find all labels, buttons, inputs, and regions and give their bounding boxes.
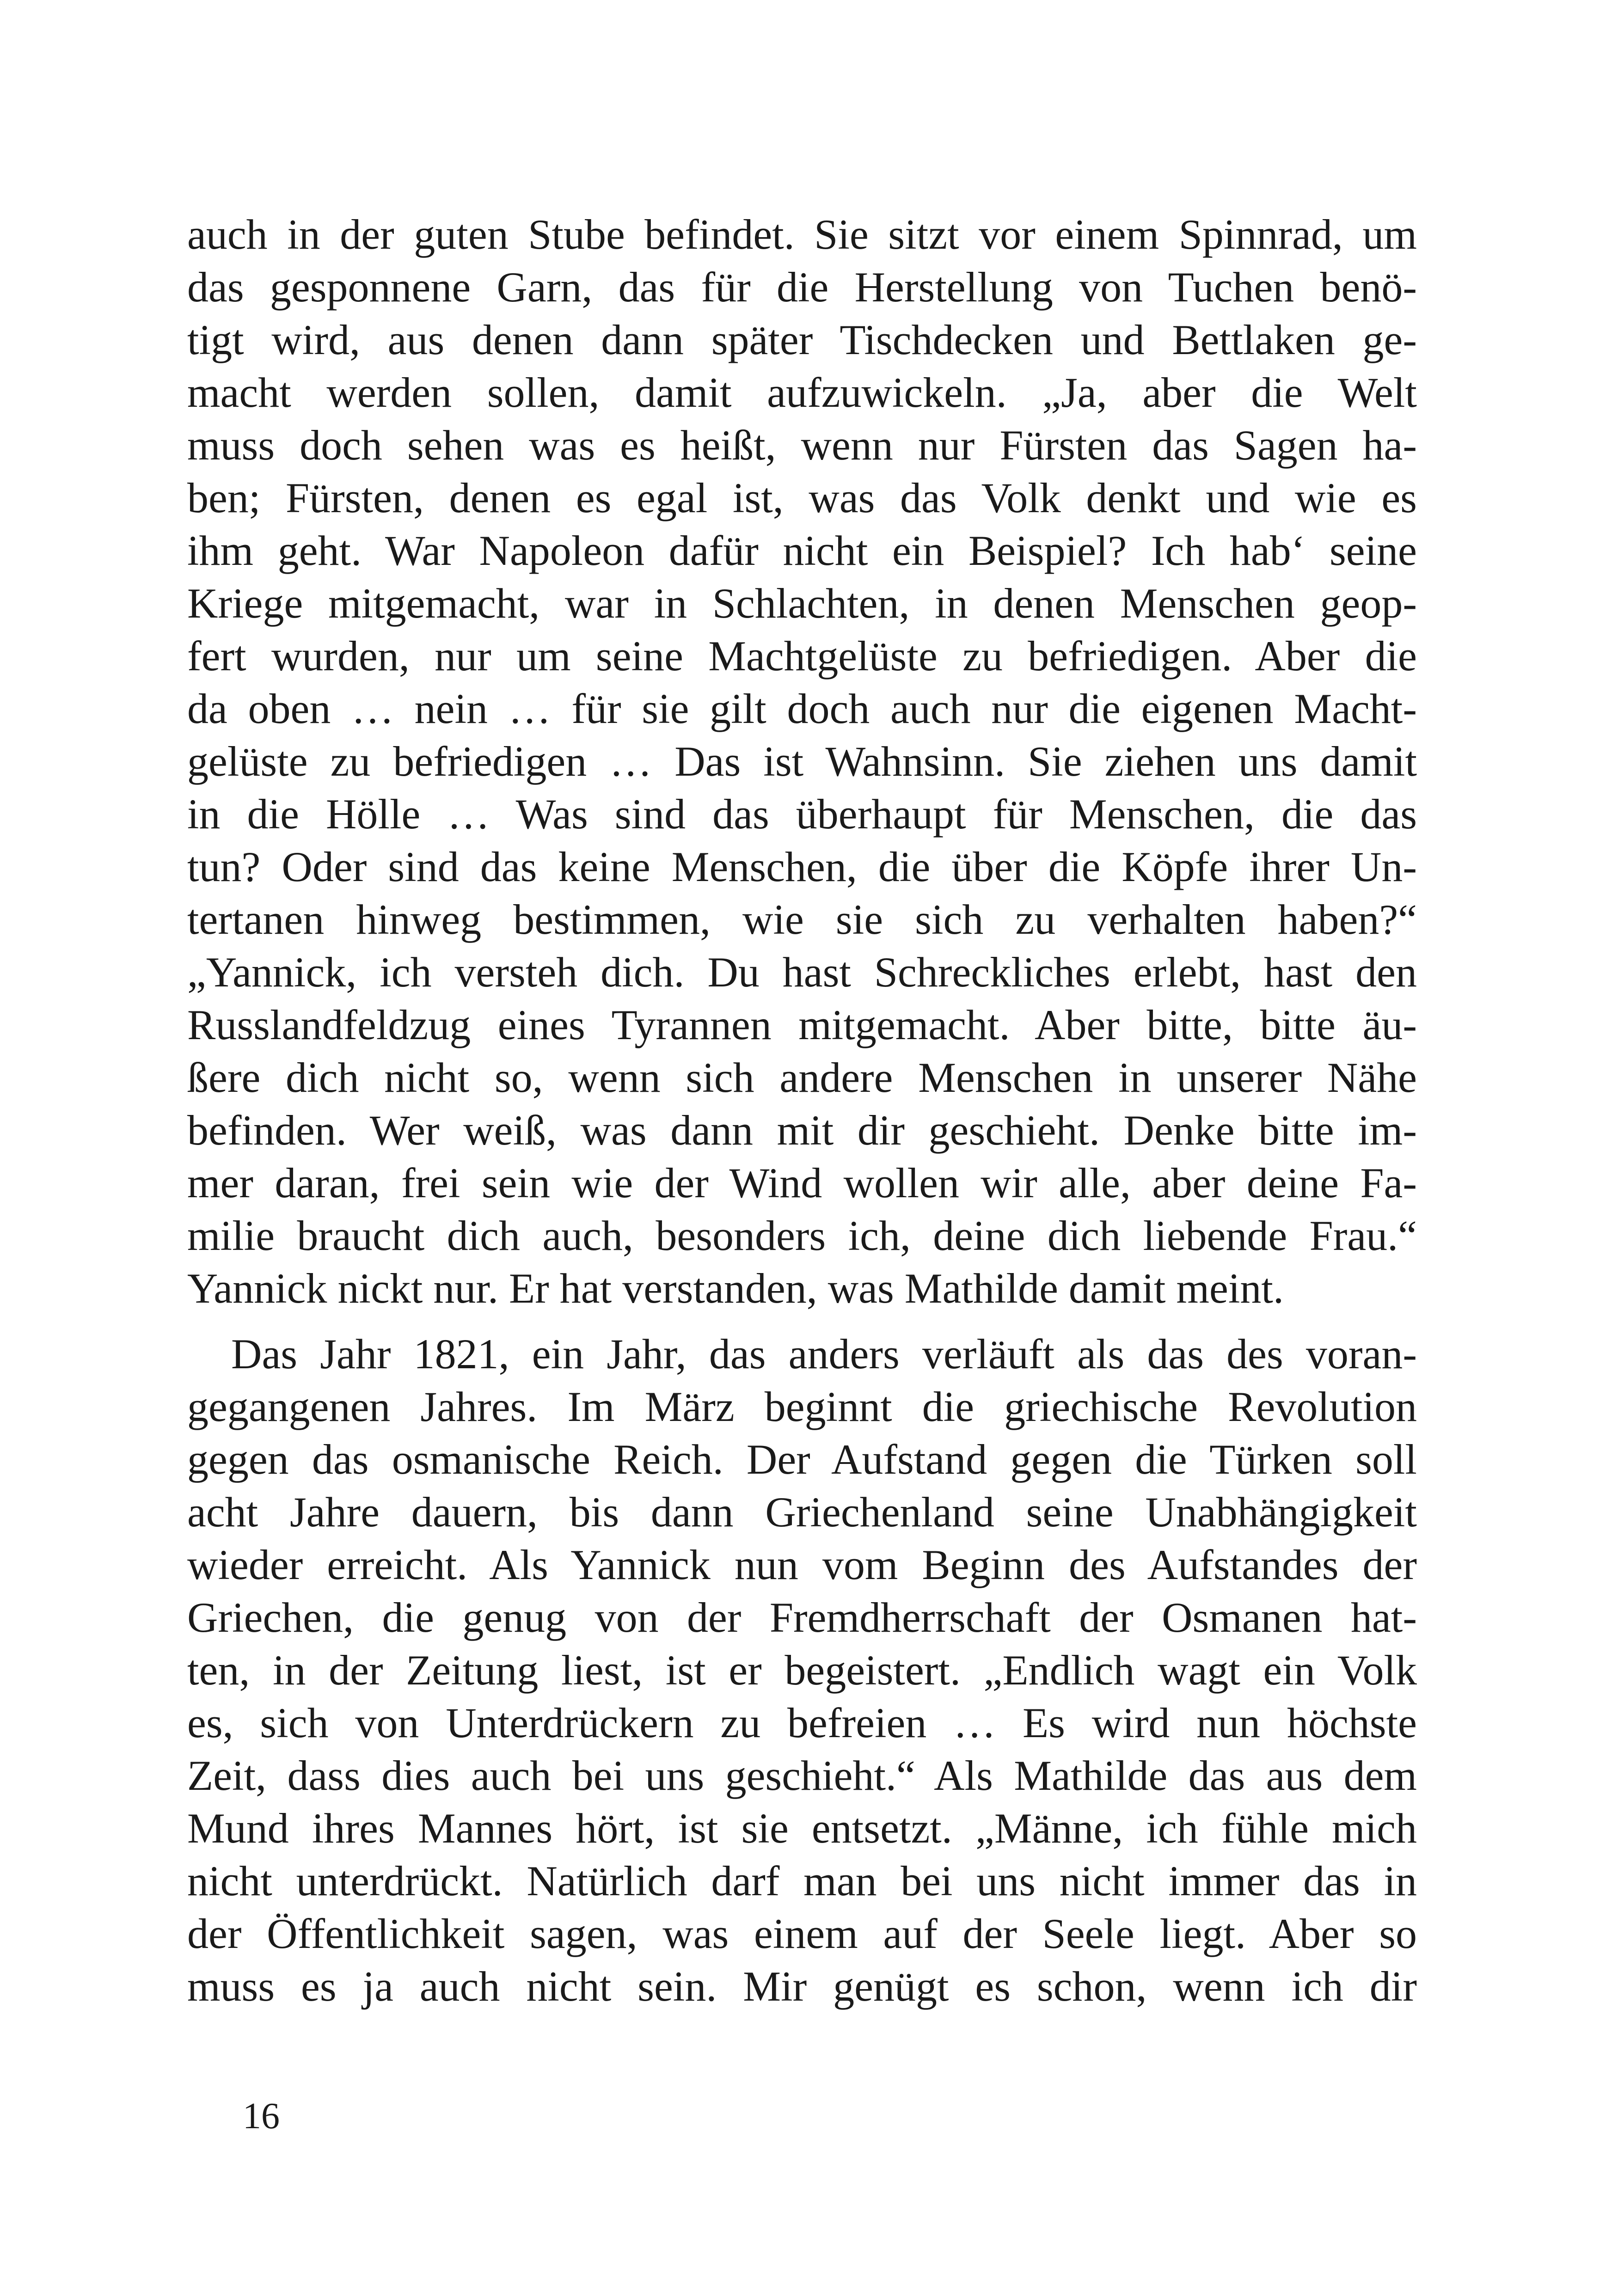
- text-line: befinden. Wer weiß, was dann mit dir geschieht. Denke bitte im-: [187, 1107, 1417, 1154]
- text-line: Mund ihres Mannes hört, ist sie entsetzt. „Männe, ich fühle mich: [187, 1805, 1417, 1852]
- text-line: macht werden sollen, damit aufzuwickeln. „Ja, aber die Welt: [187, 369, 1417, 416]
- text-line: Kriege mitgemacht, war in Schlachten, in denen Menschen geop-: [187, 580, 1417, 627]
- text-line: ten, in der Zeitung liest, ist er begeistert. „Endlich wagt ein Volk: [187, 1647, 1417, 1694]
- text-line: gegen das osmanische Reich. Der Aufstand gegen die Türken soll: [187, 1436, 1417, 1483]
- text-line: der Öffentlichkeit sagen, was einem auf der Seele liegt. Aber so: [187, 1910, 1417, 1957]
- text-line: da oben … nein … für sie gilt doch auch nur die eigenen Macht-: [187, 685, 1417, 732]
- text-line: fert wurden, nur um seine Machtgelüste zu befriedigen. Aber die: [187, 632, 1417, 680]
- page-number: 16: [243, 2096, 280, 2137]
- text-line: Das Jahr 1821, ein Jahr, das anders verläuft als das des voran-: [231, 1330, 1417, 1378]
- text-line: Russlandfeldzug eines Tyrannen mitgemacht. Aber bitte, bitte äu-: [187, 1001, 1417, 1048]
- text-line: gegangenen Jahres. Im März beginnt die griechische Revolution: [187, 1383, 1417, 1430]
- text-line: „Yannick, ich versteh dich. Du hast Schreckliches erlebt, hast den: [187, 949, 1417, 996]
- text-line: ben; Fürsten, denen es egal ist, was das Volk denkt und wie es: [187, 474, 1417, 521]
- paragraph-2: [187, 1328, 1417, 2013]
- paragraph-1: [187, 208, 1417, 1315]
- text-line: Yannick nickt nur. Er hat verstanden, was Mathilde damit meint.: [187, 1265, 1284, 1312]
- text-line: milie braucht dich auch, besonders ich, deine dich liebende Frau.“: [187, 1212, 1417, 1259]
- text-line: mer daran, frei sein wie der Wind wollen wir alle, aber deine Fa-: [187, 1159, 1417, 1206]
- text-line: wieder erreicht. Als Yannick nun vom Beginn des Aufstandes der: [187, 1541, 1417, 1588]
- text-line: es, sich von Unterdrückern zu befreien … Es wird nun höchste: [187, 1699, 1417, 1746]
- text-line: acht Jahre dauern, bis dann Griechenland seine Unabhängigkeit: [187, 1488, 1417, 1536]
- text-line: das gesponnene Garn, das für die Herstellung von Tuchen benö-: [187, 263, 1417, 311]
- text-line: muss doch sehen was es heißt, wenn nur Fürsten das Sagen ha-: [187, 422, 1417, 469]
- text-line: gelüste zu befriedigen … Das ist Wahnsinn. Sie ziehen uns damit: [187, 738, 1417, 785]
- text-line: auch in der guten Stube befindet. Sie sitzt vor einem Spinnrad, um: [187, 211, 1417, 258]
- text-line: tigt wird, aus denen dann später Tischdecken und Bettlaken ge-: [187, 316, 1417, 363]
- text-line: ihm geht. War Napoleon dafür nicht ein Beispiel? Ich hab‘ seine: [187, 527, 1417, 574]
- text-line: nicht unterdrückt. Natürlich darf man bei uns nicht immer das in: [187, 1857, 1417, 1904]
- text-line: Griechen, die genug von der Fremdherrschaft der Osmanen hat-: [187, 1594, 1417, 1641]
- text-line: muss es ja auch nicht sein. Mir genügt es schon, wenn ich dir: [187, 1963, 1417, 2010]
- text-line: tertanen hinweg bestimmen, wie sie sich zu verhalten haben?“: [187, 896, 1417, 943]
- text-line: tun? Oder sind das keine Menschen, die über die Köpfe ihrer Un-: [187, 843, 1417, 890]
- text-line: in die Hölle … Was sind das überhaupt für Menschen, die das: [187, 790, 1417, 838]
- body-text: [187, 208, 1417, 2013]
- text-line: ßere dich nicht so, wenn sich andere Menschen in unserer Nähe: [187, 1054, 1417, 1101]
- text-line: Zeit, dass dies auch bei uns geschieht.“ Als Mathilde das aus dem: [187, 1752, 1417, 1799]
- paragraph-spacer: [187, 1315, 1417, 1328]
